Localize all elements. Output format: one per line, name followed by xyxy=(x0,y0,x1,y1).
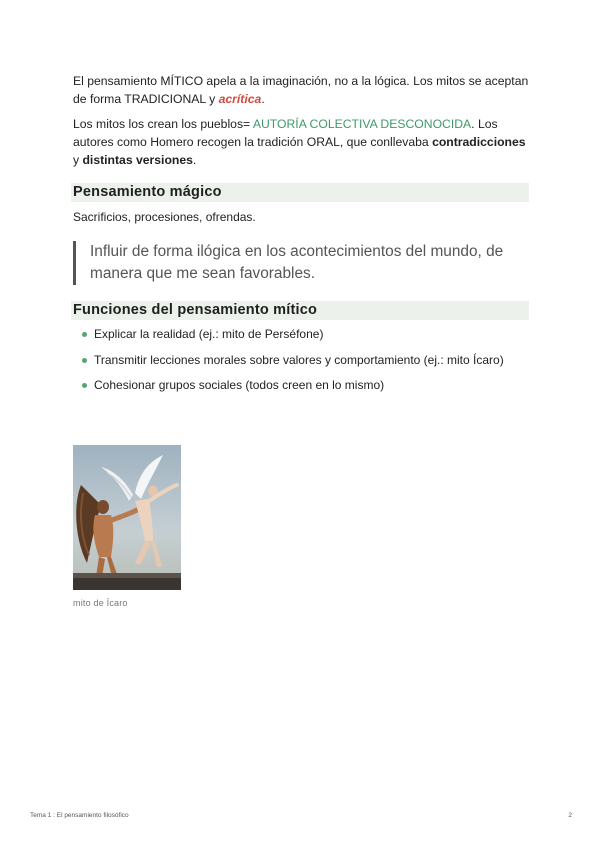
paragraph-authorship xyxy=(73,115,533,169)
footer-chapter-title: Tema 1 : El pensamiento filosófico xyxy=(30,812,129,819)
list-item-text: Cohesionar grupos sociales (todos creen en lo mismo) xyxy=(94,378,385,392)
p2-bold-versions: distintas versiones xyxy=(82,153,193,167)
paragraph-mythic-thought xyxy=(73,72,533,108)
p2-text-d: . xyxy=(192,153,197,167)
p1-text-a: El pensamiento MÍTICO apela a la imaginación, no a la lógica. Los mitos se aceptan de forma TRADICIONAL y xyxy=(73,74,529,106)
p2-text-a: Los mitos los crean los pueblos= xyxy=(73,117,253,131)
footer-page-number: 2 xyxy=(568,812,572,819)
list-item-text: Explicar la realidad (ej.: mito de Perséfone) xyxy=(94,327,324,341)
p2-text-b: . Los autores como Homero recogen la tradición ORAL, que conllevaba xyxy=(73,117,498,149)
p1-text-b: . xyxy=(261,92,265,106)
p2-text-c: y xyxy=(73,153,83,167)
p2-bold-contradictions: contradicciones xyxy=(432,135,526,149)
bullet-icon xyxy=(82,358,87,363)
list-item xyxy=(73,351,533,377)
list-item-text: Transmitir lecciones morales sobre valores y comportamiento (ej.: mito Ícaro) xyxy=(94,352,504,367)
bullet-icon xyxy=(82,332,87,337)
figure-caption: mito de Ícaro xyxy=(73,598,128,608)
icarus-painting-image xyxy=(73,445,181,590)
icarus-painting xyxy=(73,445,181,590)
functions-list xyxy=(73,325,533,402)
magic-thought-examples: Sacrificios, procesiones, ofrendas. xyxy=(73,210,256,224)
list-item xyxy=(73,325,533,351)
blockquote: Influir de forma ilógica en los acontecimientos del mundo, de manera que me sean favorables. xyxy=(73,241,530,285)
p1-emphasis: acrítica xyxy=(218,92,262,106)
bullet-icon xyxy=(82,383,87,388)
heading-functions: Funciones del pensamiento mítico xyxy=(71,301,529,320)
heading-magic-thought: Pensamiento mágico xyxy=(71,183,529,202)
list-item xyxy=(73,376,533,402)
p2-highlight: AUTORÍA COLECTIVA DESCONOCIDA xyxy=(252,117,472,131)
